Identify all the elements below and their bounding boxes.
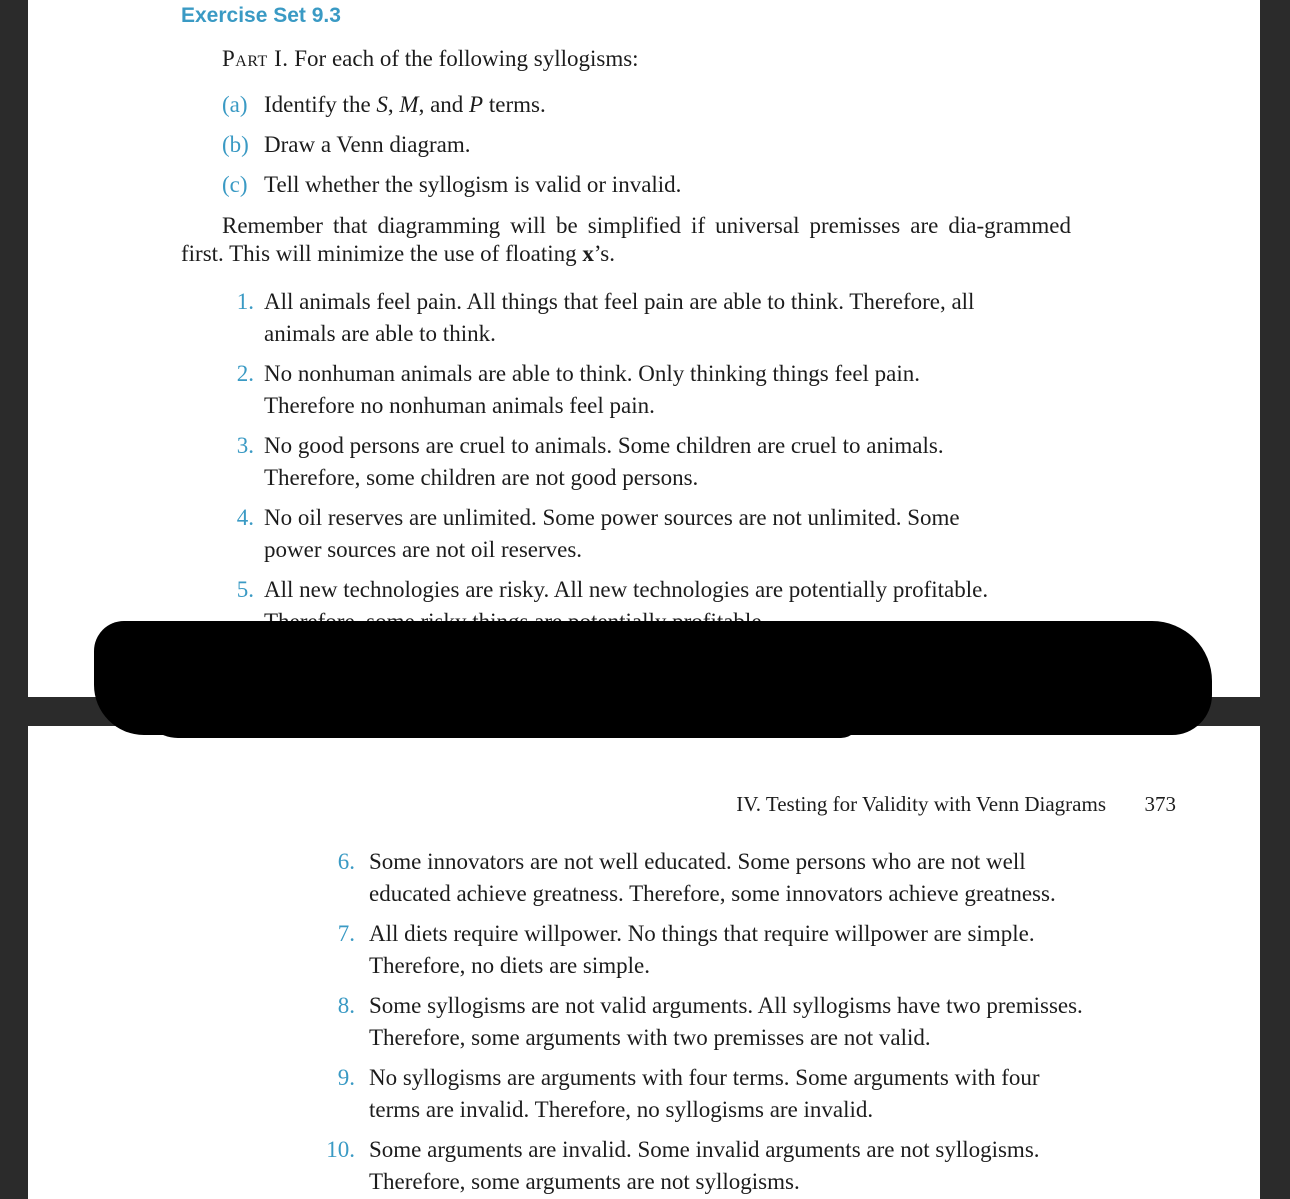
exercise-line: terms are invalid. Therefore, no syllogisms are invalid. bbox=[369, 1097, 874, 1122]
exercise-number: 5. bbox=[236, 577, 254, 602]
term-m: M bbox=[399, 92, 419, 117]
sub-item-label: (b) bbox=[222, 132, 249, 157]
page-number: 373 bbox=[1144, 792, 1176, 816]
exercise-line: Therefore, some arguments are not syllogisms. bbox=[369, 1169, 800, 1194]
sub-item-text: Identify the bbox=[264, 92, 377, 117]
exercise-item bbox=[236, 430, 1084, 494]
exercise-number: 6. bbox=[337, 849, 355, 874]
exercise-number: 4. bbox=[236, 505, 254, 530]
reminder-text-end: ’s. bbox=[593, 241, 615, 266]
exercise-line: All animals feel pain. All things that feel pain are able to think. Therefore, all bbox=[264, 289, 975, 314]
sub-item-a: (a) Identify the S, M, and P terms. bbox=[222, 92, 546, 117]
exercise-item bbox=[337, 918, 1209, 982]
exercise-item bbox=[236, 286, 1084, 350]
redaction-mark-tail bbox=[140, 700, 860, 738]
running-head: IV. Testing for Validity with Venn Diagrams bbox=[736, 792, 1106, 816]
exercise-number: 1. bbox=[236, 289, 254, 314]
exercise-line: All new technologies are risky. All new technologies are potentially profitable. bbox=[264, 577, 989, 602]
exercise-line: No oil reserves are unlimited. Some power sources are not unlimited. Some bbox=[264, 505, 960, 530]
exercise-number: 3. bbox=[236, 433, 254, 458]
exercise-item bbox=[326, 1134, 1209, 1198]
reminder-paragraph bbox=[181, 212, 1071, 268]
exercise-item bbox=[236, 502, 1084, 566]
sub-item-b bbox=[222, 132, 471, 158]
exercise-number: 10. bbox=[326, 1137, 355, 1162]
exercise-line: No good persons are cruel to animals. Some children are cruel to animals. bbox=[264, 433, 944, 458]
reminder-text: Remember that diagramming will be simplified if universal premisses are dia-grammed first. This will minimize the use of floating bbox=[181, 213, 1071, 266]
exercise-number: 7. bbox=[337, 921, 355, 946]
part-label: Part I. bbox=[222, 46, 289, 71]
textbook-page-top bbox=[28, 0, 1260, 697]
exercise-item bbox=[236, 358, 1084, 422]
exercise-line: animals are able to think. bbox=[264, 321, 496, 346]
exercise-line: Some innovators are not well educated. Some persons who are not well bbox=[369, 849, 1026, 874]
exercise-number: 2. bbox=[236, 361, 254, 386]
part-instruction bbox=[222, 46, 639, 72]
term-p: P bbox=[469, 92, 484, 117]
exercise-line: All diets require willpower. No things that require willpower are simple. bbox=[369, 921, 1035, 946]
term-s: S bbox=[376, 92, 388, 117]
exercise-line: No nonhuman animals are able to think. Only thinking things feel pain. bbox=[264, 361, 921, 386]
exercise-number: 9. bbox=[337, 1065, 355, 1090]
exercise-line: power sources are not oil reserves. bbox=[264, 537, 583, 562]
floating-x: x bbox=[582, 241, 594, 266]
exercise-line: Therefore, no diets are simple. bbox=[369, 953, 650, 978]
exercise-line: Therefore no nonhuman animals feel pain. bbox=[264, 393, 655, 418]
exercise-item bbox=[337, 990, 1209, 1054]
sub-item-label: (c) bbox=[222, 172, 248, 197]
sub-item-c bbox=[222, 172, 681, 198]
instruction-text: For each of the following syllogisms: bbox=[294, 46, 639, 71]
sub-item-text-end: terms. bbox=[483, 92, 546, 117]
exercise-line: educated achieve greatness. Therefore, some innovators achieve greatness. bbox=[369, 881, 1056, 906]
exercise-line: No syllogisms are arguments with four terms. Some arguments with four bbox=[369, 1065, 1040, 1090]
exercise-line: Therefore, some arguments with two premisses are not valid. bbox=[369, 1025, 931, 1050]
sub-item-label: (a) bbox=[222, 92, 248, 117]
exercise-set-heading: Exercise Set 9.3 bbox=[181, 4, 341, 27]
sub-item-text: Draw a Venn diagram. bbox=[264, 132, 471, 157]
exercise-line: Therefore, some children are not good persons. bbox=[264, 465, 699, 490]
textbook-page-bottom bbox=[28, 726, 1260, 1199]
sub-item-text: Tell whether the syllogism is valid or invalid. bbox=[264, 172, 682, 197]
exercise-line: Some arguments are invalid. Some invalid arguments are not syllogisms. bbox=[369, 1137, 1040, 1162]
exercise-line: Some syllogisms are not valid arguments. All syllogisms have two premisses. bbox=[369, 993, 1083, 1018]
exercise-item bbox=[337, 1062, 1209, 1126]
exercise-item bbox=[337, 846, 1209, 910]
exercise-number: 8. bbox=[337, 993, 355, 1018]
